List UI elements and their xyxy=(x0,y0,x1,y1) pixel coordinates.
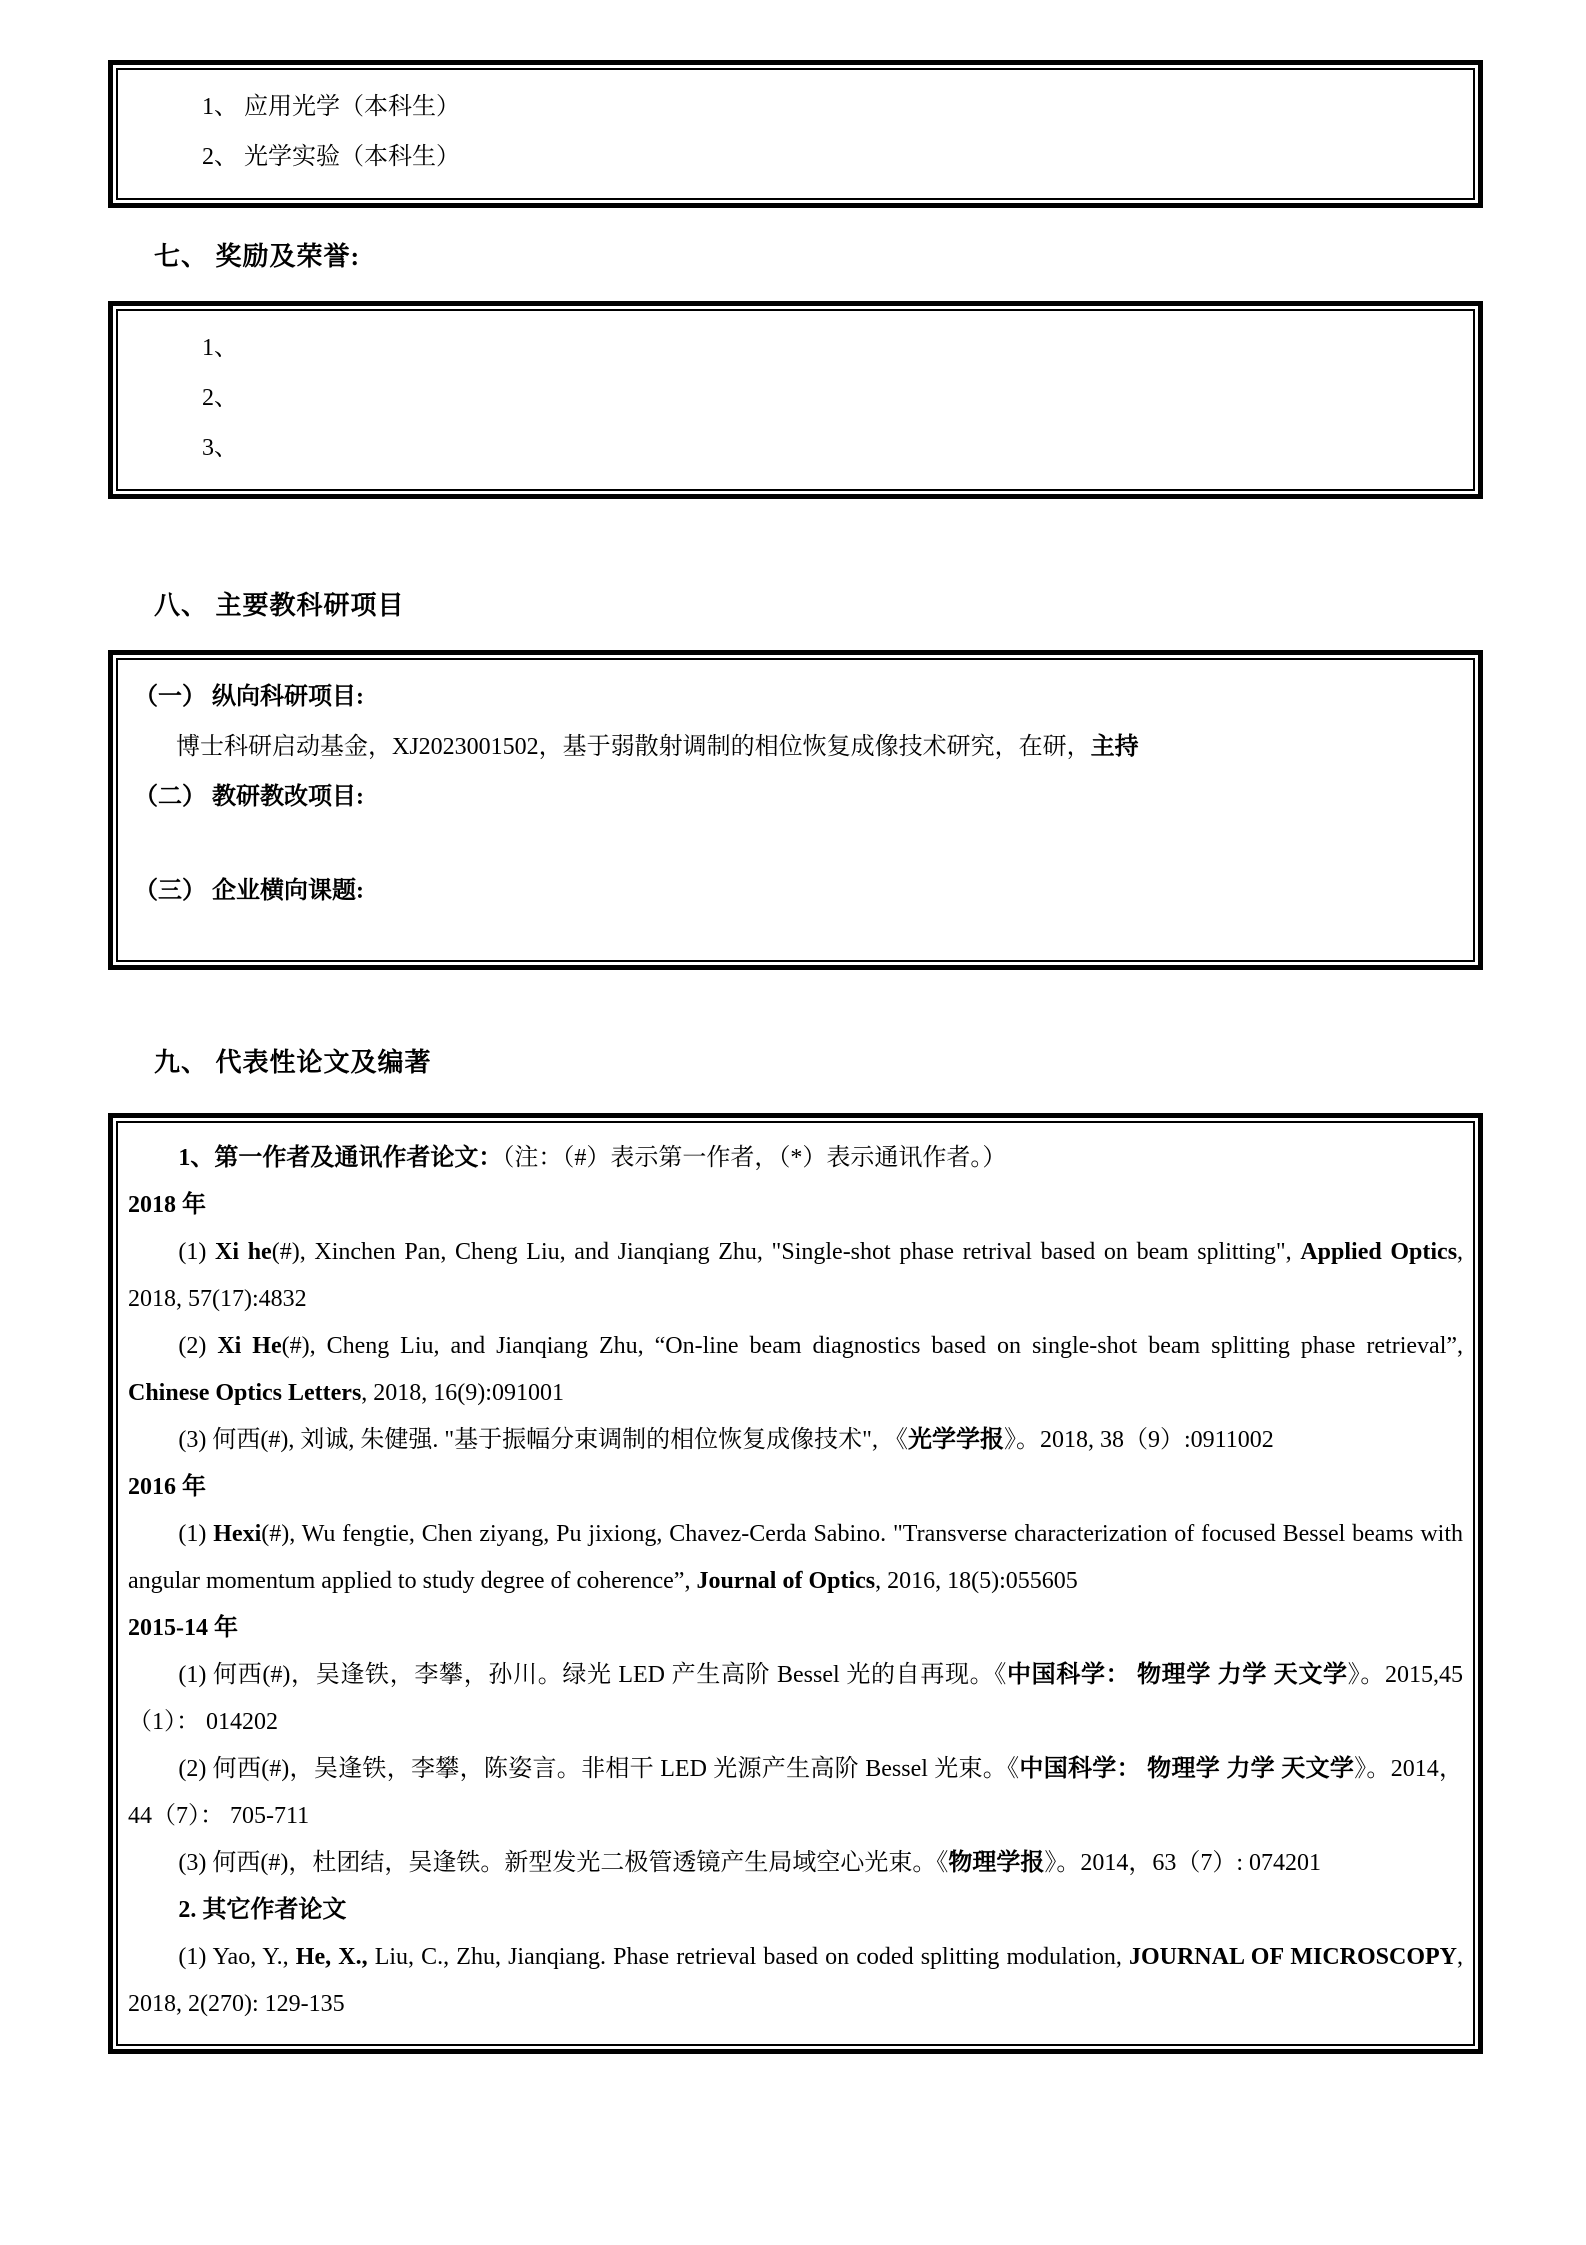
text-segment: 》。2014，63（7）: 074201 xyxy=(1044,1850,1322,1876)
course-item: 2、 光学实验（本科生） xyxy=(202,144,460,170)
text-segment: (2) 何西(#)，吴逢铁，李攀，陈姿言。非相干 LED 光源产生高阶 Bessel 光束。《 xyxy=(178,1756,1020,1782)
text-segment: He, X., xyxy=(295,1944,368,1970)
text-segment: , 2018, 57(17):4832 xyxy=(128,1239,1464,1312)
text-segment: 中国科学： 物理学 力学 天文学 xyxy=(1019,1756,1355,1782)
text-segment: 主持 xyxy=(1090,734,1139,760)
publication-entry xyxy=(128,1511,1463,1605)
awards-box xyxy=(108,301,1483,499)
text-segment: 》。2018, 38（9）:0911002 xyxy=(1003,1427,1274,1453)
year-label-2018: 2018 年 xyxy=(128,1192,206,1218)
vertical-project-entry xyxy=(128,722,1463,772)
text-segment: Xi he xyxy=(215,1239,272,1265)
text-segment: , 2018, 2(270): 129-135 xyxy=(128,1944,1464,2017)
publication-entry xyxy=(128,1323,1463,1417)
enterprise-projects-label: （三） 企业横向课题: xyxy=(134,878,364,904)
award-item: 2、 xyxy=(202,385,238,411)
other-authors-heading xyxy=(128,1887,1463,1934)
publication-entry xyxy=(128,1229,1463,1323)
publication-entry xyxy=(128,1746,1463,1840)
courses-box xyxy=(108,60,1483,208)
text-segment: (#), Cheng Liu, and Jianqiang Zhu, “On-line beam diagnostics based on single-shot beam splitting phase retrieval”, xyxy=(281,1333,1464,1359)
section-heading-projects: 八、 主要教科研项目 xyxy=(154,591,405,620)
text-segment: 》。2015,45（1）： 014202 xyxy=(128,1662,1464,1735)
text-segment: (1) Yao, Y., xyxy=(178,1944,296,1970)
text-segment: (3) 何西(#), 刘诚, 朱健强. "基于振幅分束调制的相位恢复成像技术", 《 xyxy=(178,1427,908,1453)
text-segment: , 2018, 16(9):091001 xyxy=(361,1380,564,1406)
text-segment: (1) xyxy=(178,1521,214,1547)
text-segment: 》。2014，44（7）： 705-711 xyxy=(128,1756,1464,1829)
award-item: 1、 xyxy=(202,335,238,361)
award-item: 3、 xyxy=(202,435,238,461)
text-segment: Hexi xyxy=(213,1521,262,1547)
text-segment: (3) 何西(#)，杜团结，吴逢铁。新型发光二极管透镜产生局域空心光束。《 xyxy=(178,1850,949,1876)
publication-entry xyxy=(128,1417,1463,1464)
publication-entry xyxy=(128,1652,1463,1746)
publications-box-inner xyxy=(116,1121,1475,2046)
text-segment: 中国科学： 物理学 力学 天文学 xyxy=(1007,1662,1348,1688)
text-segment: 博士科研启动基金，XJ2023001502，基于弱散射调制的相位恢复成像技术研究，在研， xyxy=(176,734,1091,760)
text-segment: （注：（#）表示第一作者，（*）表示通讯作者。） xyxy=(502,1145,1007,1171)
text-segment: Chinese Optics Letters xyxy=(128,1380,362,1406)
first-author-note xyxy=(128,1135,1463,1182)
publication-entry xyxy=(128,1934,1463,2028)
text-segment: (1) 何西(#)，吴逢铁，李攀，孙川。绿光 LED 产生高阶 Bessel 光的自再现。《 xyxy=(178,1662,1007,1688)
text-segment: JOURNAL OF MICROSCOPY xyxy=(1128,1944,1458,1970)
text-segment: (#), Wu fengtie, Chen ziyang, Pu jixiong, Chavez-Cerda Sabino. "Transverse characterization of focused Bessel beams with angular momentum applied to study degree of coherence”, xyxy=(128,1521,1464,1594)
text-segment: 1、第一作者及通讯作者论文： xyxy=(178,1145,503,1171)
year-label-2015-14: 2015-14 年 xyxy=(128,1615,238,1641)
text-segment: (#), Xinchen Pan, Cheng Liu, and Jianqiang Zhu, "Single-shot phase retrival based on beam splitting", xyxy=(271,1239,1301,1265)
courses-box-inner xyxy=(116,68,1475,200)
text-segment: (2) xyxy=(178,1333,218,1359)
text-segment: Applied Optics xyxy=(1300,1239,1458,1265)
section-heading-publications: 九、 代表性论文及编著 xyxy=(154,1048,432,1077)
year-label-2016: 2016 年 xyxy=(128,1474,206,1500)
publication-entry xyxy=(128,1840,1463,1887)
text-segment: Liu, C., Zhu, Jianqiang. Phase retrieval based on coded splitting modulation, xyxy=(367,1944,1129,1970)
awards-box-inner xyxy=(116,309,1475,491)
text-segment: 光学学报 xyxy=(907,1427,1004,1453)
text-segment: 2. 其它作者论文 xyxy=(178,1897,347,1923)
text-segment: Journal of Optics xyxy=(696,1568,876,1594)
publications-box xyxy=(108,1113,1483,2054)
vertical-projects-label: （一） 纵向科研项目: xyxy=(134,684,364,710)
blank-line xyxy=(128,822,1463,866)
course-item: 1、 应用光学（本科生） xyxy=(202,94,460,120)
text-segment: , 2016, 18(5):055605 xyxy=(875,1568,1078,1594)
section-heading-awards: 七、 奖励及荣誉: xyxy=(154,242,361,271)
projects-box-inner xyxy=(116,658,1475,962)
text-segment: (1) xyxy=(178,1239,216,1265)
teaching-projects-label: （二） 教研教改项目: xyxy=(134,784,364,810)
text-segment: 物理学报 xyxy=(948,1850,1045,1876)
text-segment: Xi He xyxy=(217,1333,282,1359)
projects-box xyxy=(108,650,1483,970)
